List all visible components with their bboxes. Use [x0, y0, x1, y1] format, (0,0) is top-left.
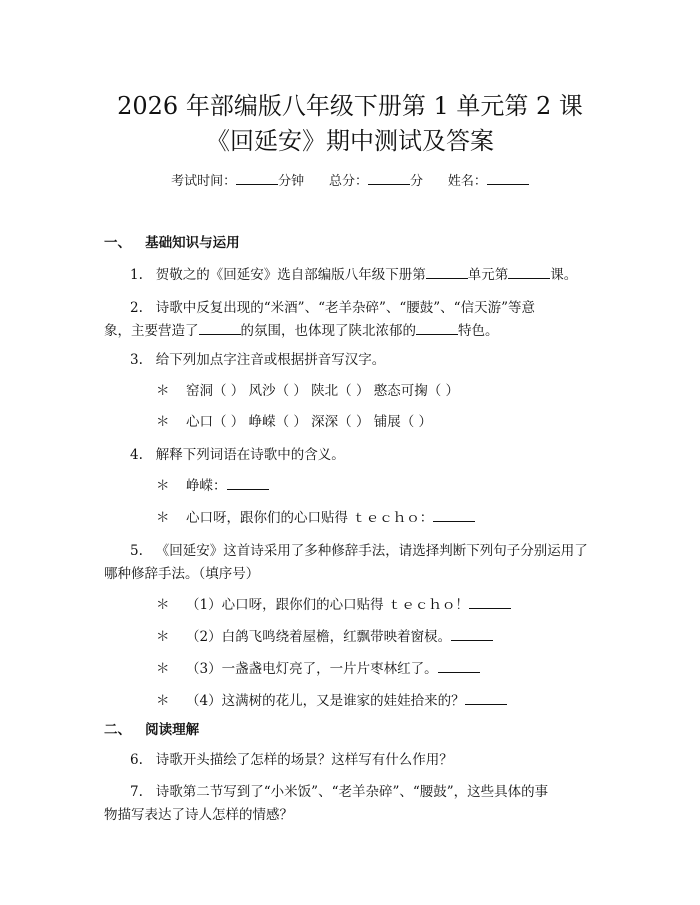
question-2-text-1: 诗歌中反复出现的“米酒”、“老羊杂碎”、“腰鼓”、“信天游”等意 — [155, 300, 535, 316]
question-5-blank-1[interactable] — [469, 595, 511, 609]
question-5-item-3 — [156, 657, 480, 677]
question-2-text-2a: 象，主要营造了 — [104, 323, 199, 339]
question-1 — [130, 263, 577, 283]
section-1-title: 基础知识与运用 — [145, 235, 240, 251]
question-5-item-2-text: （2）白鸽飞鸣绕着屋檐，红飘带映着窗棂。 — [186, 629, 452, 645]
question-5-item-3-text: （3）一盏盏电灯亮了，一片片枣林红了。 — [186, 661, 438, 677]
section-1-heading — [104, 231, 240, 251]
question-5-item-1-text: （1）心口呀，跟你们的心口贴得 ｔｅｃｈｏ！ — [186, 597, 469, 613]
question-1-number: 1. — [130, 267, 143, 283]
question-7-line2: 物描写表达了诗人怎样的情感？ — [104, 807, 293, 823]
question-2-line2 — [104, 319, 499, 339]
question-2-line1 — [130, 296, 535, 316]
question-5-line2: 哪种修辞手法。（填序号） — [104, 566, 260, 582]
bullet-icon: ＊ — [156, 478, 170, 494]
question-1-text-a: 贺敬之的《回延安》选自部编版八年级下册第 — [155, 267, 426, 283]
question-4 — [130, 443, 345, 463]
page-title-line1: 2026 年部编版八年级下册第 1 单元第 2 课 — [117, 92, 583, 120]
exam-meta — [0, 170, 700, 189]
question-4-blank-1[interactable] — [227, 476, 269, 490]
question-7-text-1: 诗歌第二节写到了“小米饭”、“老羊杂碎”、“腰鼓”，这些具体的事 — [155, 784, 549, 800]
question-5-blank-4[interactable] — [465, 691, 507, 705]
question-3-row-1-text: 窑洞（ ） 风沙（ ） 陕北（ ） 憨态可掬（ ） — [186, 383, 460, 399]
question-3-row-2-text: 心口（ ） 峥嵘（ ） 深深（ ） 铺展（ ） — [186, 414, 433, 430]
score-unit: 分 — [410, 174, 424, 189]
score-blank[interactable] — [368, 171, 410, 185]
page-title-line2: 《回延安》期中测试及答案 — [206, 127, 494, 155]
time-unit: 分钟 — [278, 174, 305, 189]
question-4-number: 4. — [130, 447, 143, 463]
section-2-title: 阅读理解 — [145, 722, 200, 738]
question-4-blank-2[interactable] — [433, 508, 475, 522]
question-5-item-4 — [156, 689, 507, 709]
question-4-item-1 — [156, 474, 269, 494]
question-2-blank-2[interactable] — [416, 321, 458, 335]
bullet-icon: ＊ — [156, 693, 170, 709]
question-1-blank-1[interactable] — [426, 265, 468, 279]
question-5-number: 5. — [130, 543, 143, 559]
question-4-item-2 — [156, 506, 475, 526]
question-6-number: 6. — [130, 752, 143, 768]
question-4-text: 解释下列词语在诗歌中的含义。 — [155, 447, 345, 463]
bullet-icon: ＊ — [156, 414, 170, 430]
question-3-text: 给下列加点字注音或根据拼音写汉字。 — [155, 352, 386, 368]
question-6 — [130, 748, 453, 768]
question-5-item-4-text: （4）这满树的花儿，又是谁家的娃娃拾来的？ — [186, 693, 465, 709]
name-blank[interactable] — [487, 171, 529, 185]
name-label: 姓名： — [447, 174, 487, 189]
question-2-number: 2. — [130, 300, 143, 316]
question-1-text-c: 课。 — [550, 267, 578, 283]
question-5-item-2 — [156, 625, 493, 645]
score-label: 总分： — [328, 174, 368, 189]
question-5-blank-2[interactable] — [451, 627, 493, 641]
question-3-row-1 — [156, 379, 459, 399]
bullet-icon: ＊ — [156, 510, 170, 526]
question-4-item-2-text: 心口呀，跟你们的心口贴得 ｔｅｃｈｏ： — [186, 510, 434, 526]
question-5-text-1: 《回延安》这首诗采用了多种修辞手法，请选择判断下列句子分别运用了 — [155, 543, 588, 559]
question-4-item-1-text: 峥嵘： — [186, 478, 227, 494]
question-6-text: 诗歌开头描绘了怎样的场景？这样写有什么作用？ — [155, 752, 453, 768]
section-2-number: 二、 — [104, 722, 131, 738]
bullet-icon: ＊ — [156, 661, 170, 677]
question-2-text-2b: 的氛围，也体现了陕北浓郁的 — [240, 323, 416, 339]
question-5-line1 — [130, 539, 588, 559]
question-3-row-2 — [156, 410, 432, 430]
time-label: 考试时间： — [171, 174, 237, 189]
question-3-number: 3. — [130, 352, 143, 368]
question-3 — [130, 348, 385, 368]
question-5-blank-3[interactable] — [438, 659, 480, 673]
question-7-number: 7. — [130, 784, 143, 800]
bullet-icon: ＊ — [156, 597, 170, 613]
question-2-text-2c: 特色。 — [458, 323, 499, 339]
question-5-item-1 — [156, 593, 511, 613]
question-7-line1 — [130, 780, 548, 800]
question-1-blank-2[interactable] — [508, 265, 550, 279]
question-1-text-b: 单元第 — [467, 267, 509, 283]
bullet-icon: ＊ — [156, 383, 170, 399]
bullet-icon: ＊ — [156, 629, 170, 645]
section-1-number: 一、 — [104, 235, 131, 251]
question-2-blank-1[interactable] — [199, 321, 241, 335]
time-blank[interactable] — [236, 171, 278, 185]
section-2-heading — [104, 718, 199, 738]
